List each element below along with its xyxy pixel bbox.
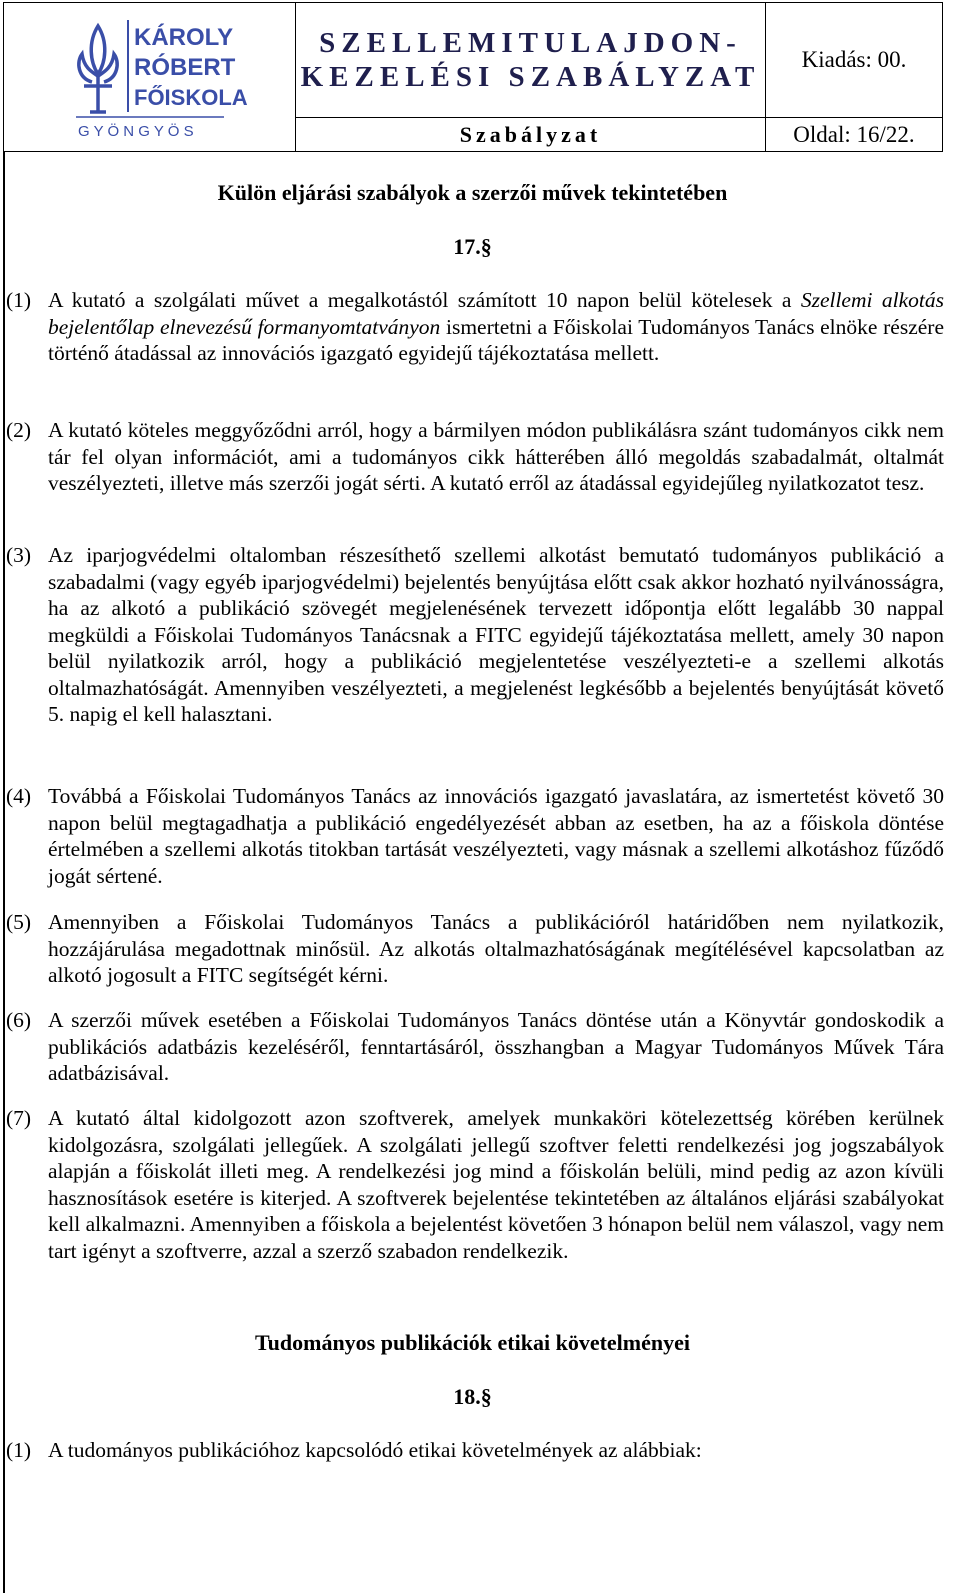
paragraph-17-4 <box>6 783 944 889</box>
paragraph-text: Továbbá a Főiskolai Tudományos Tanács az innovációs igazgató javaslatára, az ismertetést követő 30 napon belül megtagadhatja a publikáció engedélyezését abban az esetben, ha az a főiskola döntése értelmében a szellemi alkotás titokban tartását veszélyezteti, vagy másnak a szellemi alkotáshoz fűződő jogát sértené. <box>48 784 944 888</box>
paragraph-number: (7) <box>6 1106 32 1130</box>
document-title-line1: SZELLEMITULAJDON- <box>319 27 742 59</box>
paragraph-number: (2) <box>6 418 32 442</box>
paragraph-text: A szerzői művek esetében a Főiskolai Tudományos Tanács döntése után a Könyvtár gondoskodik a publikációs adatbázis kezeléséről, fenntartásáról, összhangban a Magyar Tudományos Művek Tára adatbázisával. <box>48 1008 944 1085</box>
paragraph-number: (3) <box>6 543 32 567</box>
paragraph-number: (4) <box>6 784 32 808</box>
paragraph-text: Az iparjogvédelmi oltalomban részesíthető szellemi alkotást bemutató tudományos publikáció a szabadalmi (vagy egyéb iparjogvédelmi) bejelentés benyújtása előtt csak akkor hozható nyilvánosságra, ha az alkotó a publikáció szövegét megjelenésének tervezett időpontja előtt legalább 30 nappal megküldi a Főiskolai Tudományos Tanácsnak a FITC egyidejű tájékoztatása mellett, amely 30 napon belül nyilatkozik arról, hogy a publikáció megjelentetése veszélyezteti-e a szellemi alkotás oltalmazhatóságát. Amennyiben veszélyezteti, a megjelenést legkésőbb a bejelentés benyújtását követő 5. napig el kell halasztani. <box>48 543 944 726</box>
paragraph-text: A tudományos publikációhoz kapcsolódó etikai követelmények az alábbiak: <box>48 1438 702 1462</box>
document-type: Szabályzat <box>296 118 766 152</box>
paragraph-17-2 <box>6 417 944 497</box>
logo-line4: G Y Ö N G Y Ö S <box>77 123 194 140</box>
paragraph-text: A kutató a szolgálati művet a megalkotástól számított 10 napon belül kötelesek a <box>48 288 801 312</box>
paragraph-number: (6) <box>6 1008 32 1032</box>
paragraph-text: A kutató által kidolgozott azon szoftverek, amelyek munkaköri kötelezettség körében kerülnek kidolgozásra, szolgálati jellegűek. A szolgálati jellegű szoftver feletti rendelkezési jog jogszabályok alapján a főiskolát illeti meg. A rendelkezési jog mind a főiskolán belüli, mind pedig az azon kívüli hasznosítások esetére is kiterjed. A szoftverek bejelentése tekintetében az általános eljárási szabályokat kell alkalmazni. Amennyiben a főiskola a bejelentést követően 3 hónapon belül nem válaszol, vagy nem tart igényt a szoftverre, azzal a szerző szabadon rendelkezik. <box>48 1106 944 1263</box>
logo-line2: RÓBERT <box>133 54 235 81</box>
institution-logo <box>4 3 295 151</box>
page-number: Oldal: 16/22. <box>766 118 943 152</box>
section-18-number: 18.§ <box>453 1384 492 1409</box>
fleur-de-lis-icon <box>70 12 248 142</box>
section-17-heading: Külön eljárási szabályok a szerzői művek tekintetében <box>217 180 728 205</box>
logo-line3: FŐISKOLA <box>133 85 248 110</box>
document-title-line2: KEZELÉSI SZABÁLYZAT <box>300 61 761 93</box>
form-name-italic: Szellemi alkotás bejelentőlap elnevezésű formanyomtatványon <box>48 288 944 339</box>
paragraph-17-7 <box>6 1105 944 1264</box>
section-18-heading: Tudományos publikációk etikai követelményei <box>255 1330 690 1355</box>
section-17-number: 17.§ <box>453 234 492 259</box>
paragraph-17-6 <box>6 1007 944 1087</box>
paragraph-number: (1) <box>6 288 32 312</box>
paragraph-17-1 <box>6 287 944 367</box>
paragraph-text: ismertetni a Főiskolai Tudományos Tanács elnöke részére történő átadással az innovációs igazgató egyidejű tájékoztatása mellett. <box>48 314 944 365</box>
paragraph-18-1 <box>6 1437 944 1464</box>
document-header <box>3 2 943 152</box>
paragraph-text: A kutató köteles meggyőződni arról, hogy a bármilyen módon publikálásra szánt tudományos cikk nem tár fel olyan információt, ami a tudományos cikk hátterében álló megoldás szabadalmát, oltalmát veszélyezteti, illetve más szerzői jogát sérti. A kutató erről az átadással egyidejűleg nyilatkozatot tesz. <box>48 418 944 495</box>
paragraph-17-5 <box>6 909 944 989</box>
paragraph-number: (1) <box>6 1438 32 1462</box>
edition-label: Kiadás: 00. <box>766 3 943 118</box>
paragraph-17-3 <box>6 542 944 728</box>
logo-cell <box>4 3 296 152</box>
logo-line1: KÁROLY <box>133 24 233 51</box>
paragraph-text: Amennyiben a Főiskolai Tudományos Tanács a publikációról határidőben nem nyilatkozik, hozzájárulása megadottnak minősül. Az alkotás oltalmazhatóságának megítélésével kapcsolatban az alkotó jogosult a FITC segítségét kérni. <box>48 910 944 987</box>
paragraph-number: (5) <box>6 910 32 934</box>
page-left-border <box>3 152 5 1593</box>
title-cell <box>296 3 766 118</box>
